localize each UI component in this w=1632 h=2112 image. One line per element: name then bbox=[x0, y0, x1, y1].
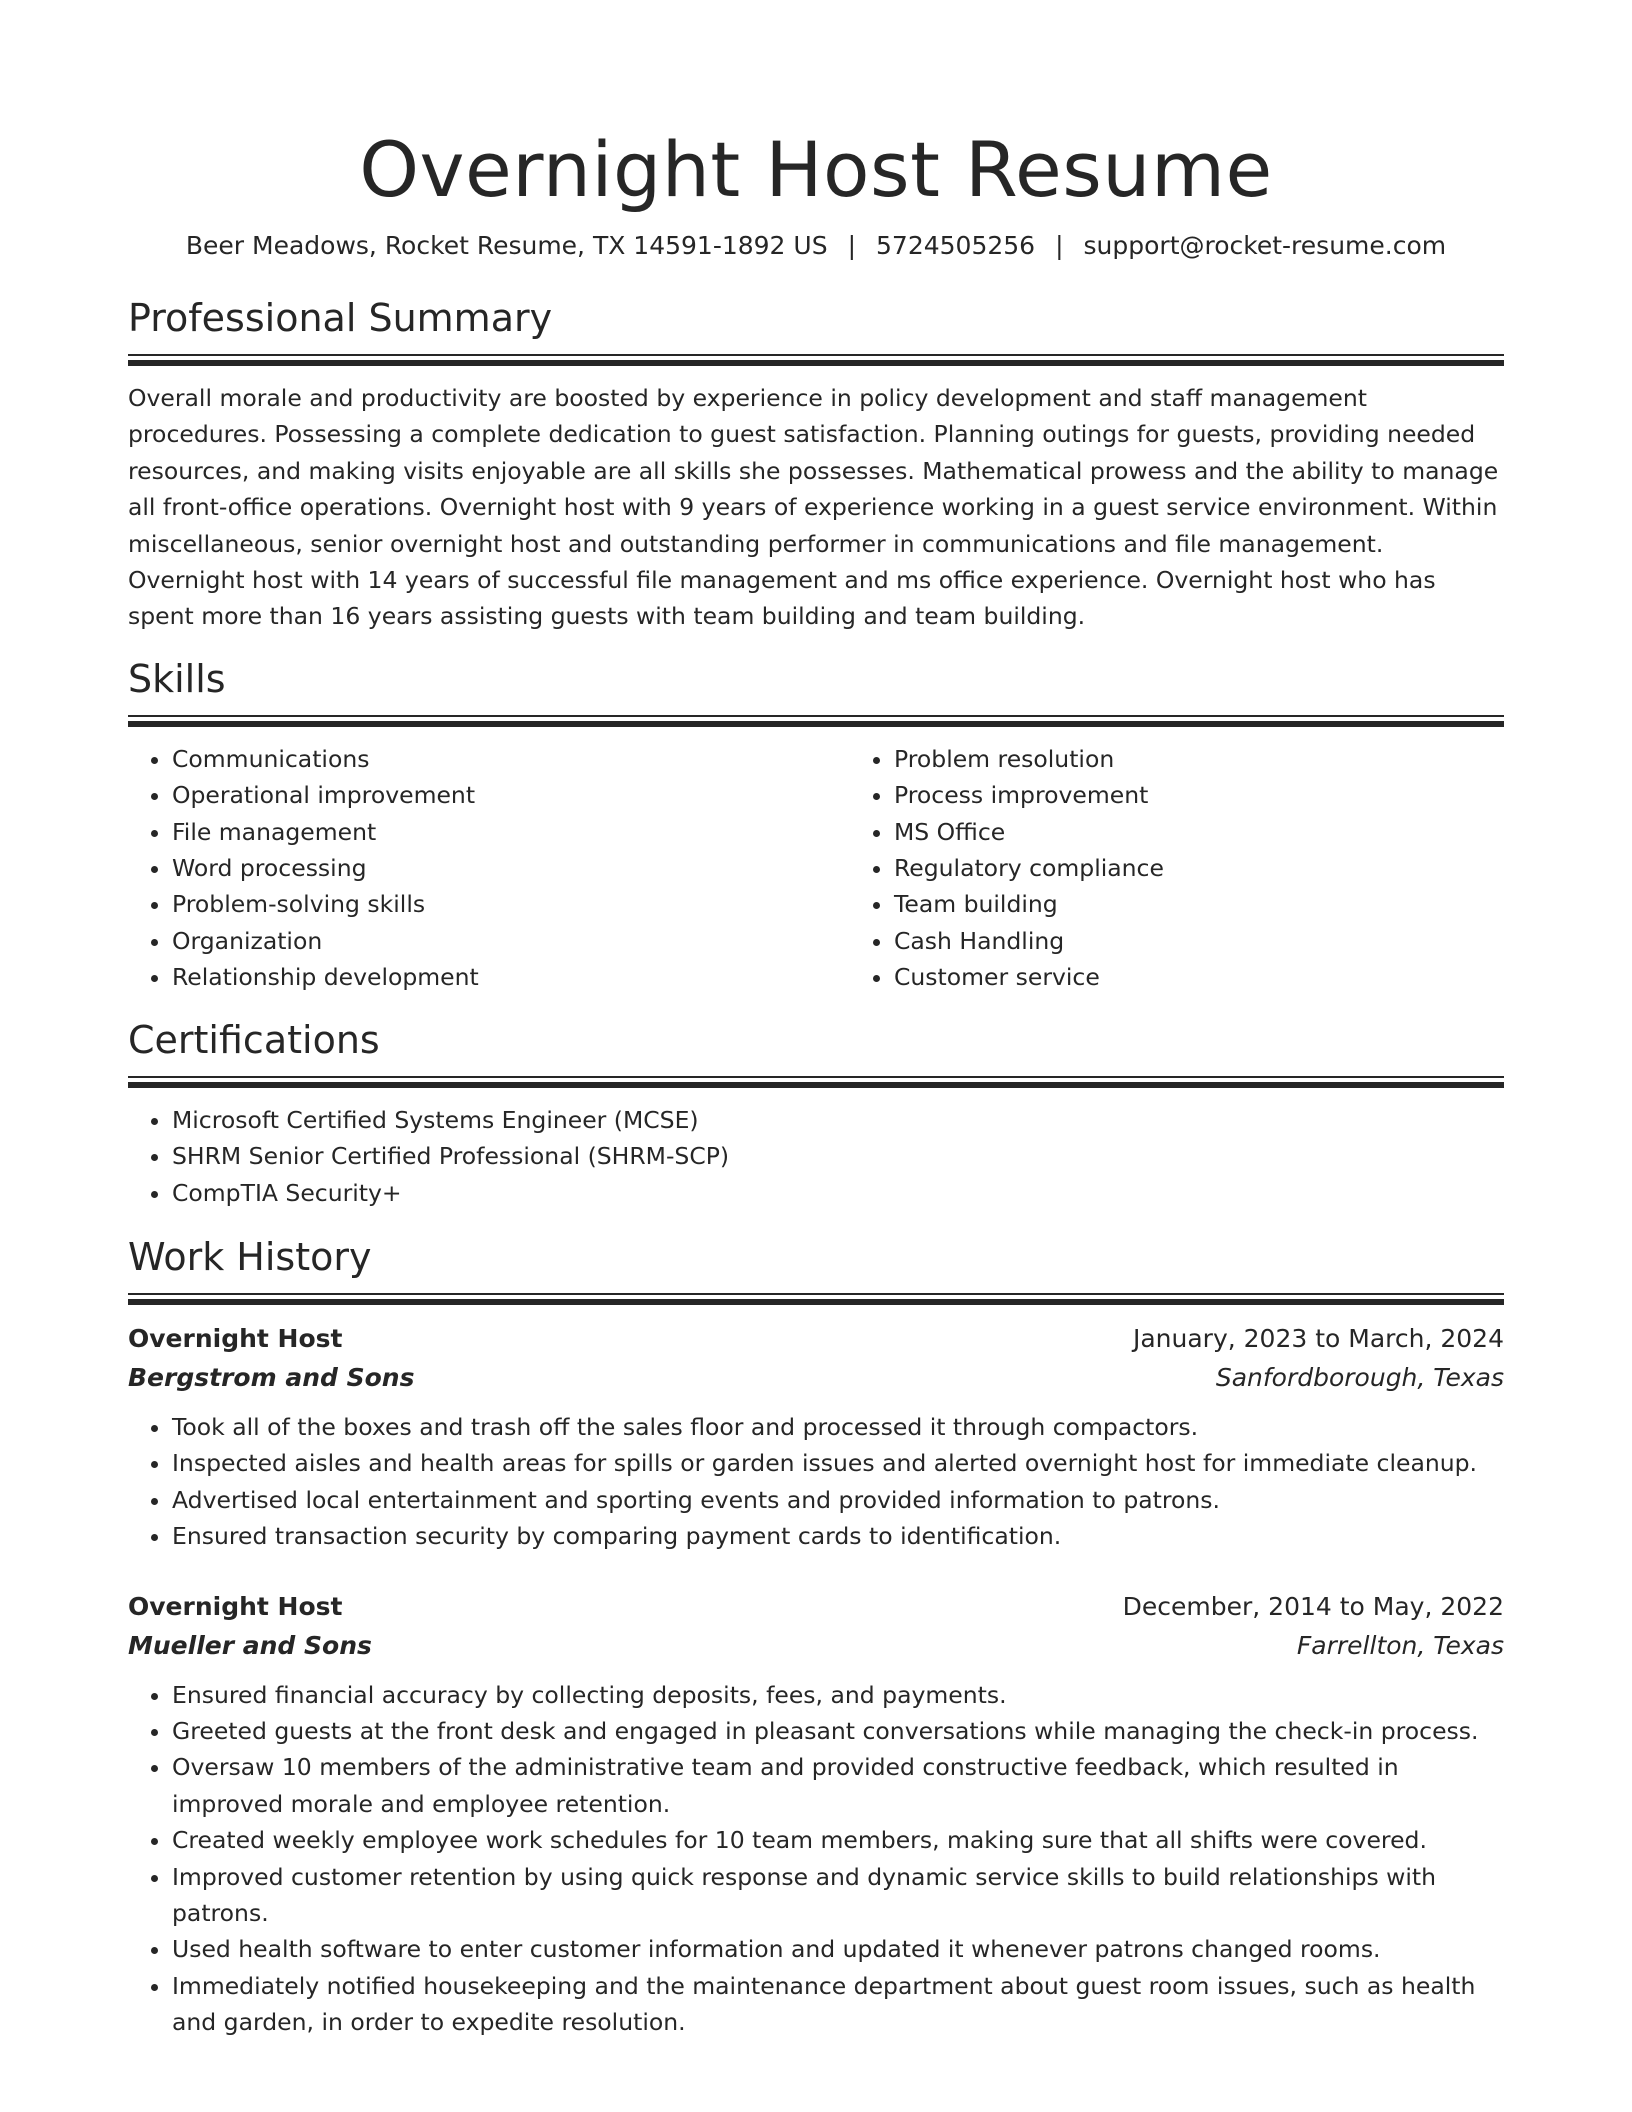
skills-section bbox=[128, 655, 1504, 996]
skill-item: • Regulatory compliance bbox=[894, 850, 1572, 886]
certifications-section bbox=[128, 1016, 1504, 1211]
skill-item: • Cash Handling bbox=[894, 923, 1572, 959]
skill-item: • MS Office bbox=[894, 814, 1572, 850]
contact-line bbox=[128, 230, 1504, 262]
skill-item: • Operational improvement bbox=[172, 777, 850, 813]
job-duty: • Used health software to enter customer information and updated it whenever patrons changed rooms. bbox=[172, 1931, 1504, 1967]
job-subheader bbox=[128, 1626, 1504, 1665]
contact-separator: | bbox=[1055, 231, 1064, 260]
job-duty: • Took all of the boxes and trash off the sales floor and processed it through compactors. bbox=[172, 1409, 1504, 1445]
job-company: Bergstrom and Sons bbox=[128, 1362, 415, 1392]
job-duty: • Oversaw 10 members of the administrative team and provided constructive feedback, which resulted in improved morale and employee retention. bbox=[172, 1749, 1504, 1822]
certifications-list bbox=[128, 1102, 1504, 1211]
job-title: Overnight Host bbox=[128, 1591, 343, 1621]
job-duty: • Improved customer retention by using quick response and dynamic service skills to build relationships with patrons. bbox=[172, 1859, 1504, 1932]
certification-item: • CompTIA Security+ bbox=[172, 1175, 1504, 1211]
skill-item: • File management bbox=[172, 814, 850, 850]
certifications-heading: Certifications bbox=[128, 1017, 380, 1062]
job-duty: • Ensured financial accuracy by collecting deposits, fees, and payments. bbox=[172, 1677, 1504, 1713]
work-history-heading: Work History bbox=[128, 1234, 372, 1279]
skill-item: • Team building bbox=[894, 886, 1572, 922]
job-header bbox=[128, 1319, 1504, 1358]
job-duty: • Created weekly employee work schedules for 10 team members, making sure that all shifts were covered. bbox=[172, 1822, 1504, 1858]
skills-columns bbox=[128, 741, 1504, 996]
job-duty: • Inspected aisles and health areas for spills or garden issues and alerted overnight host for immediate cleanup. bbox=[172, 1445, 1504, 1481]
section-divider bbox=[128, 354, 1504, 366]
skill-item: • Word processing bbox=[172, 850, 850, 886]
job-dates: January, 2023 to March, 2024 bbox=[1132, 1323, 1504, 1353]
section-divider bbox=[128, 1076, 1504, 1088]
section-divider bbox=[128, 1293, 1504, 1305]
contact-address: Beer Meadows, Rocket Resume, TX 14591-1892 US bbox=[185, 231, 828, 260]
job-duty: • Advertised local entertainment and sporting events and provided information to patrons. bbox=[172, 1482, 1504, 1518]
job-location: Farrellton, Texas bbox=[1296, 1630, 1504, 1660]
skills-heading: Skills bbox=[128, 656, 226, 701]
job-duty: • Greeted guests at the front desk and engaged in pleasant conversations while managing the check-in process. bbox=[172, 1713, 1504, 1749]
job-duty: • Ensured transaction security by comparing payment cards to identification. bbox=[172, 1518, 1504, 1554]
contact-email: support@rocket-resume.com bbox=[1083, 231, 1447, 260]
job-header bbox=[128, 1587, 1504, 1626]
contact-phone: 5724505256 bbox=[876, 231, 1036, 260]
skill-item: • Process improvement bbox=[894, 777, 1572, 813]
job-location: Sanfordborough, Texas bbox=[1215, 1362, 1504, 1392]
job-duties-list bbox=[128, 1409, 1504, 1555]
job-duty: • Immediately notified housekeeping and the maintenance department about guest room issues, such as health and garden, in order to expedite resolution. bbox=[172, 1968, 1504, 2041]
job-dates: December, 2014 to May, 2022 bbox=[1122, 1591, 1504, 1621]
certification-item: • Microsoft Certified Systems Engineer (MCSE) bbox=[172, 1102, 1504, 1138]
job-title: Overnight Host bbox=[128, 1323, 343, 1353]
resume-title: Overnight Host Resume bbox=[359, 125, 1273, 214]
skills-list-left bbox=[128, 741, 850, 996]
contact-separator: | bbox=[847, 231, 857, 260]
work-history-section bbox=[128, 1233, 1504, 2041]
summary-heading: Professional Summary bbox=[128, 296, 553, 340]
section-divider bbox=[128, 715, 1504, 727]
job-duties-list bbox=[128, 1677, 1504, 2041]
job-company: Mueller and Sons bbox=[128, 1630, 372, 1660]
resume-page bbox=[128, 0, 1504, 2041]
skill-item: • Customer service bbox=[894, 959, 1572, 995]
certification-item: • SHRM Senior Certified Professional (SHRM-SCP) bbox=[172, 1138, 1504, 1174]
skill-item: • Communications bbox=[172, 741, 850, 777]
skill-item: • Relationship development bbox=[172, 959, 850, 995]
job-subheader bbox=[128, 1358, 1504, 1397]
job-entry bbox=[128, 1319, 1504, 1555]
summary-section bbox=[128, 294, 1504, 635]
summary-text: Overall morale and productivity are boosted by experience in policy development and staff management procedures. Possessing a complete dedication to guest satisfaction. Planning outings for guests, providing needed resources, and making visits enjoyable are all skills she possesses. Mathematical prowess and the ability to manage all front-office operations. Overnight host with 9 years of experience working in a guest service environment. Within miscellaneous, senior overnight host and outstanding performer in communications and file management. Overnight host with 14 years of successful file management and ms office experience. Overnight host who has spent more than 16 years assisting guests with team building and team building. bbox=[128, 384, 1499, 631]
skill-item: • Organization bbox=[172, 923, 850, 959]
job-entry bbox=[128, 1587, 1504, 2041]
skill-item: • Problem resolution bbox=[894, 741, 1572, 777]
skill-item: • Problem-solving skills bbox=[172, 886, 850, 922]
skills-list-right bbox=[850, 741, 1572, 996]
